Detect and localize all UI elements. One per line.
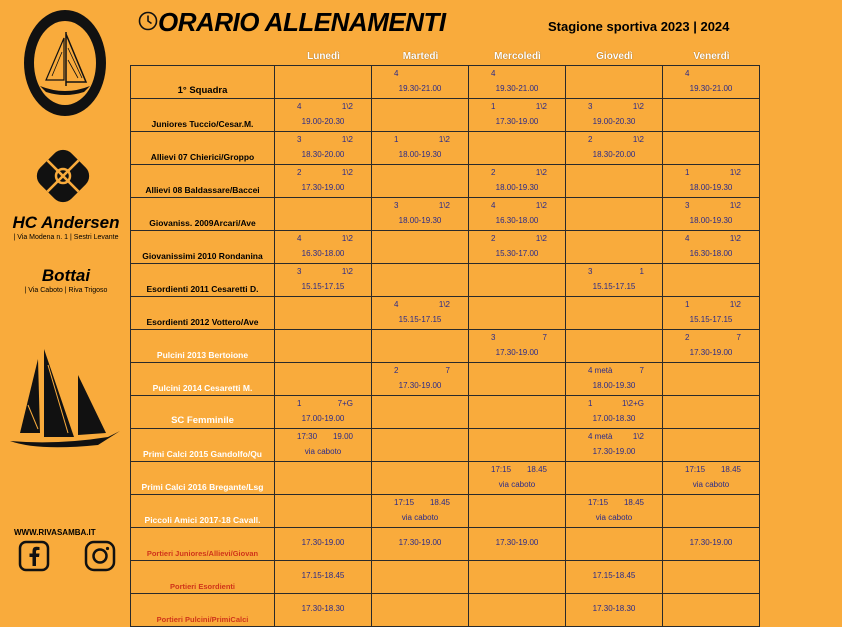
time-range: 17.30-19.00 [689, 348, 733, 357]
schedule-cell [275, 330, 372, 363]
team-name: Esordienti 2012 Vottero/Ave [131, 297, 275, 330]
sponsor-bottai [6, 266, 126, 294]
schedule-cell [469, 231, 566, 264]
court-portion: 18.45 [623, 498, 644, 507]
facebook-icon[interactable] [18, 540, 50, 572]
time-range: 17.30-19.00 [592, 447, 636, 456]
table-row [131, 363, 760, 396]
court-portion: 1\2 [341, 168, 353, 177]
time-range: 18.00-19.30 [689, 183, 733, 192]
table-row [131, 297, 760, 330]
court-info [663, 465, 759, 475]
court-portion: 18.45 [720, 465, 741, 474]
court-info [469, 102, 565, 112]
schedule-cell [469, 396, 566, 429]
time-range: 17.30-19.00 [495, 538, 539, 547]
time-range: 15.15-17.15 [689, 315, 733, 324]
schedule-cell [469, 429, 566, 462]
court-info [566, 498, 662, 508]
team-name: Portieri Esordienti [131, 561, 275, 594]
team-name: Juniores Tuccio/Cesar.M. [131, 99, 275, 132]
time-range: 17.00-19.00 [301, 414, 345, 423]
schedule-cell [566, 231, 663, 264]
time-range: via caboto [595, 513, 633, 522]
table-row [131, 264, 760, 297]
court-info [469, 201, 565, 211]
sponsor-address: | Via Modena n. 1 | Sestri Levante [13, 234, 119, 241]
court-info [275, 135, 371, 145]
time-range: 18.00-19.30 [592, 381, 636, 390]
court-info [275, 267, 371, 277]
court-number: 4 [685, 69, 690, 78]
court-portion: 1\2+G [621, 399, 644, 408]
court-info [372, 300, 468, 310]
court-number: 3 [297, 267, 302, 276]
court-number: 1 [685, 168, 690, 177]
schedule-cell [275, 561, 372, 594]
schedule-cell [372, 231, 469, 264]
time-range: 17.30-19.00 [495, 117, 539, 126]
schedule-cell [372, 528, 469, 561]
team-name: 1° Squadra [131, 66, 275, 99]
court-portion: 1\2 [341, 135, 353, 144]
team-name: Allievi 07 Chierici/Groppo [131, 132, 275, 165]
team-name: Esordienti 2011 Cesaretti D. [131, 264, 275, 297]
court-info [275, 432, 371, 442]
court-portion: 7 [542, 333, 547, 342]
court-portion: 1\2 [341, 267, 353, 276]
schedule-cell [566, 198, 663, 231]
table-row [131, 396, 760, 429]
team-name: Allievi 08 Baldassare/Baccei [131, 165, 275, 198]
court-portion: 1\2 [632, 102, 644, 111]
schedule-cell [275, 528, 372, 561]
table-row [131, 528, 760, 561]
time-range: 19.30-21.00 [689, 84, 733, 93]
day-header: Mercoledì [494, 51, 541, 62]
time-range: 17.30-19.00 [301, 183, 345, 192]
table-row [131, 66, 760, 99]
court-portion: 1\2 [729, 234, 741, 243]
schedule-cell [275, 297, 372, 330]
court-portion: 1\2 [341, 102, 353, 111]
court-info [663, 168, 759, 178]
court-info [275, 399, 371, 409]
sponsor-address: | Via Caboto | Riva Trigoso [24, 287, 108, 294]
time-range: 15.15-17.15 [398, 315, 442, 324]
table-row [131, 429, 760, 462]
court-number: 17:15 [394, 498, 415, 507]
team-name: Pulcini 2014 Cesaretti M. [131, 363, 275, 396]
schedule-cell [566, 99, 663, 132]
court-portion: 1\2 [535, 168, 547, 177]
court-info [566, 432, 662, 442]
court-info [275, 102, 371, 112]
schedule-cell [469, 462, 566, 495]
time-range: via caboto [692, 480, 730, 489]
table-row [131, 462, 760, 495]
court-number: 17:30 [297, 432, 318, 441]
time-range: via caboto [498, 480, 536, 489]
schedule-cell [663, 396, 760, 429]
time-range: 19.30-21.00 [398, 84, 442, 93]
court-info [663, 201, 759, 211]
schedule-cell [663, 330, 760, 363]
schedule-cell [566, 396, 663, 429]
schedule-cell [275, 66, 372, 99]
court-number: 4 [685, 234, 690, 243]
team-name: Primi Calci 2016 Bregante/Lsg [131, 462, 275, 495]
court-portion: 18.45 [429, 498, 450, 507]
court-number: 4 [491, 201, 496, 210]
court-portion: 1\2 [535, 102, 547, 111]
court-portion: 1\2 [438, 135, 450, 144]
table-row [131, 165, 760, 198]
table-row [131, 495, 760, 528]
court-number: 2 [491, 234, 496, 243]
time-range: 18.00-19.30 [495, 183, 539, 192]
court-info [663, 234, 759, 244]
time-range: 18.30-20.00 [301, 150, 345, 159]
time-range: 17.15-18.45 [592, 571, 636, 580]
schedule-cell [469, 132, 566, 165]
schedule-cell [663, 594, 760, 627]
court-info [469, 465, 565, 475]
court-info [566, 267, 662, 277]
time-range: 15.15-17.15 [301, 282, 345, 291]
schedule-cell [372, 429, 469, 462]
schedule-cell [566, 429, 663, 462]
court-info [372, 201, 468, 211]
time-range: 15.30-17.00 [495, 249, 539, 258]
schedule-cell [372, 594, 469, 627]
schedule-cell [566, 363, 663, 396]
court-number: 3 [588, 102, 593, 111]
schedule-cell [275, 429, 372, 462]
court-portion: 1\2 [632, 135, 644, 144]
instagram-icon[interactable] [84, 540, 116, 572]
time-range: 17.30-19.00 [398, 381, 442, 390]
time-range: 18.30-20.00 [592, 150, 636, 159]
court-number: 4 metà [588, 366, 613, 375]
time-range: 17.30-19.00 [495, 348, 539, 357]
court-info [663, 333, 759, 343]
court-number: 1 [588, 399, 593, 408]
court-number: 3 [588, 267, 593, 276]
court-portion: 1\2 [535, 234, 547, 243]
schedule-cell [469, 495, 566, 528]
court-info [275, 168, 371, 178]
table-row [131, 561, 760, 594]
schedule-cell [469, 594, 566, 627]
schedule-cell [372, 264, 469, 297]
court-number: 4 [394, 69, 399, 78]
court-info [372, 135, 468, 145]
schedule-cell [566, 594, 663, 627]
schedule-cell [372, 462, 469, 495]
time-range: 17.30-19.00 [689, 538, 733, 547]
schedule-cell [372, 297, 469, 330]
court-info [469, 234, 565, 244]
time-range: 16.30-18.00 [689, 249, 733, 258]
schedule-cell [372, 363, 469, 396]
court-number: 2 [685, 333, 690, 342]
court-portion: 7 [639, 366, 644, 375]
schedule-cell [566, 561, 663, 594]
court-portion: 1\2 [729, 168, 741, 177]
schedule-cell [469, 330, 566, 363]
table-row [131, 330, 760, 363]
court-info [566, 366, 662, 376]
court-number: 4 [491, 69, 496, 78]
court-portion: 1\2 [341, 234, 353, 243]
hockey-ball-icon [32, 145, 94, 207]
schedule-cell [663, 99, 760, 132]
court-number: 2 [394, 366, 399, 375]
court-number: 3 [297, 135, 302, 144]
team-name: Pulcini 2013 Bertoione [131, 330, 275, 363]
schedule-cell [566, 462, 663, 495]
team-name: Portieri Juniores/Allievi/Giovan [131, 528, 275, 561]
court-portion: 1\2 [438, 300, 450, 309]
schedule-cell [275, 462, 372, 495]
court-info [372, 498, 468, 508]
time-range: 18.00-19.30 [398, 216, 442, 225]
clock-icon [138, 11, 158, 31]
schedule-cell [372, 99, 469, 132]
court-number: 1 [685, 300, 690, 309]
schedule-cell [663, 66, 760, 99]
time-range: via caboto [401, 513, 439, 522]
court-number: 17:15 [685, 465, 706, 474]
court-portion: 1\2 [729, 300, 741, 309]
court-info [372, 69, 468, 79]
schedule-cell [275, 231, 372, 264]
court-info [566, 102, 662, 112]
schedule-cell [275, 165, 372, 198]
court-number: 1 [394, 135, 399, 144]
day-header: Martedì [402, 51, 439, 62]
court-portion: 18.45 [526, 465, 547, 474]
website-link[interactable]: WWW.RIVASAMBA.IT [14, 528, 96, 537]
table-row [131, 99, 760, 132]
sponsor-hc-andersen [6, 213, 126, 241]
court-number: 4 [297, 234, 302, 243]
schedule-cell [372, 132, 469, 165]
court-portion: 7 [445, 366, 450, 375]
schedule-cell [663, 528, 760, 561]
table-row [131, 132, 760, 165]
court-number: 2 [588, 135, 593, 144]
schedule-cell [566, 330, 663, 363]
schedule-cell [566, 297, 663, 330]
schedule-cell [469, 561, 566, 594]
sponsor-name: HC Andersen [12, 213, 120, 232]
court-number: 3 [491, 333, 496, 342]
schedule-cell [663, 462, 760, 495]
schedule-cell [372, 165, 469, 198]
schedule-cell [566, 495, 663, 528]
schedule-cell [663, 264, 760, 297]
schedule-cell [372, 561, 469, 594]
court-info [566, 135, 662, 145]
schedule-cell [566, 264, 663, 297]
court-number: 4 [394, 300, 399, 309]
page-title: ORARIO ALLENAMENTI [158, 7, 446, 37]
schedule-cell [469, 198, 566, 231]
time-range: 19.00-20.30 [592, 117, 636, 126]
time-range: 15.15-17.15 [592, 282, 636, 291]
court-portion: 1\2 [729, 201, 741, 210]
team-name: Primi Calci 2015 Gandolfo/Qu [131, 429, 275, 462]
time-range: 18.00-19.30 [398, 150, 442, 159]
time-range: 17.30-18.30 [301, 604, 345, 613]
court-info [469, 333, 565, 343]
schedule-cell [663, 363, 760, 396]
time-range: 18.00-19.30 [689, 216, 733, 225]
team-name: Portieri Pulcini/PrimiCalci [131, 594, 275, 627]
schedule-cell [275, 99, 372, 132]
schedule-cell [469, 528, 566, 561]
schedule-cell [469, 264, 566, 297]
team-name: SC Femminile [131, 396, 275, 429]
schedule-cell [663, 297, 760, 330]
court-portion: 1\2 [632, 432, 644, 441]
schedule-cell [566, 528, 663, 561]
court-portion: 19.00 [332, 432, 353, 441]
schedule-cell [663, 198, 760, 231]
court-info [566, 399, 662, 409]
court-portion: 1\2 [438, 201, 450, 210]
court-number: 2 [491, 168, 496, 177]
sidebar [0, 0, 128, 595]
schedule-cell [566, 165, 663, 198]
court-portion: 1 [639, 267, 644, 276]
day-header: Giovedì [596, 51, 633, 62]
schedule-table [130, 65, 760, 627]
court-number: 3 [394, 201, 399, 210]
day-headers [0, 51, 842, 65]
court-number: 17:15 [588, 498, 609, 507]
court-number: 1 [297, 399, 302, 408]
time-range: 17.30-19.00 [398, 538, 442, 547]
court-number: 1 [491, 102, 496, 111]
time-range: 19.30-21.00 [495, 84, 539, 93]
schedule-cell [663, 429, 760, 462]
schedule-cell [469, 297, 566, 330]
schedule-cell [275, 594, 372, 627]
team-name: Giovanissimi 2010 Rondanina [131, 231, 275, 264]
team-name: Giovaniss. 2009Arcari/Ave [131, 198, 275, 231]
table-row [131, 231, 760, 264]
court-number: 3 [685, 201, 690, 210]
court-info [663, 300, 759, 310]
court-portion: 7+G [337, 399, 353, 408]
schedule-cell [275, 132, 372, 165]
court-portion: 7 [736, 333, 741, 342]
court-info [469, 69, 565, 79]
court-info [663, 69, 759, 79]
schedule-cell [663, 231, 760, 264]
court-number: 4 metà [588, 432, 613, 441]
time-range: 16.30-18.00 [301, 249, 345, 258]
schedule-cell [469, 66, 566, 99]
day-header: Venerdì [693, 51, 730, 62]
time-range: 17.15-18.45 [301, 571, 345, 580]
schedule-cell [469, 99, 566, 132]
schedule-cell [372, 66, 469, 99]
schedule-cell [566, 132, 663, 165]
sponsor-name: Bottai [41, 266, 91, 285]
schedule-cell [372, 495, 469, 528]
schedule-cell [372, 330, 469, 363]
team-name: Piccoli Amici 2017-18 Cavall. [131, 495, 275, 528]
court-number: 2 [297, 168, 302, 177]
court-info [372, 366, 468, 376]
schedule-cell [275, 198, 372, 231]
court-number: 17:15 [491, 465, 512, 474]
time-range: 17.00-18.30 [592, 414, 636, 423]
schedule-cell [372, 198, 469, 231]
season-label: Stagione sportiva 2023 | 2024 [548, 19, 730, 34]
schedule-cell [275, 495, 372, 528]
schedule-cell [663, 561, 760, 594]
schedule-cell [372, 396, 469, 429]
court-info [469, 168, 565, 178]
day-header: Lunedì [307, 51, 340, 62]
time-range: 19.00-20.30 [301, 117, 345, 126]
schedule-cell [566, 66, 663, 99]
schedule-cell [663, 495, 760, 528]
schedule-cell [663, 132, 760, 165]
time-range: 16.30-18.00 [495, 216, 539, 225]
schedule-cell [663, 165, 760, 198]
table-row [131, 198, 760, 231]
schedule-cell [275, 264, 372, 297]
court-info [275, 234, 371, 244]
court-number: 4 [297, 102, 302, 111]
time-range: via caboto [304, 447, 342, 456]
table-row [131, 594, 760, 627]
court-portion: 1\2 [535, 201, 547, 210]
sailboat-illustration [8, 345, 126, 455]
schedule-cell [275, 363, 372, 396]
time-range: 17.30-19.00 [301, 538, 345, 547]
schedule-cell [275, 396, 372, 429]
schedule-cell [469, 165, 566, 198]
schedule-cell [469, 363, 566, 396]
time-range: 17.30-18.30 [592, 604, 636, 613]
